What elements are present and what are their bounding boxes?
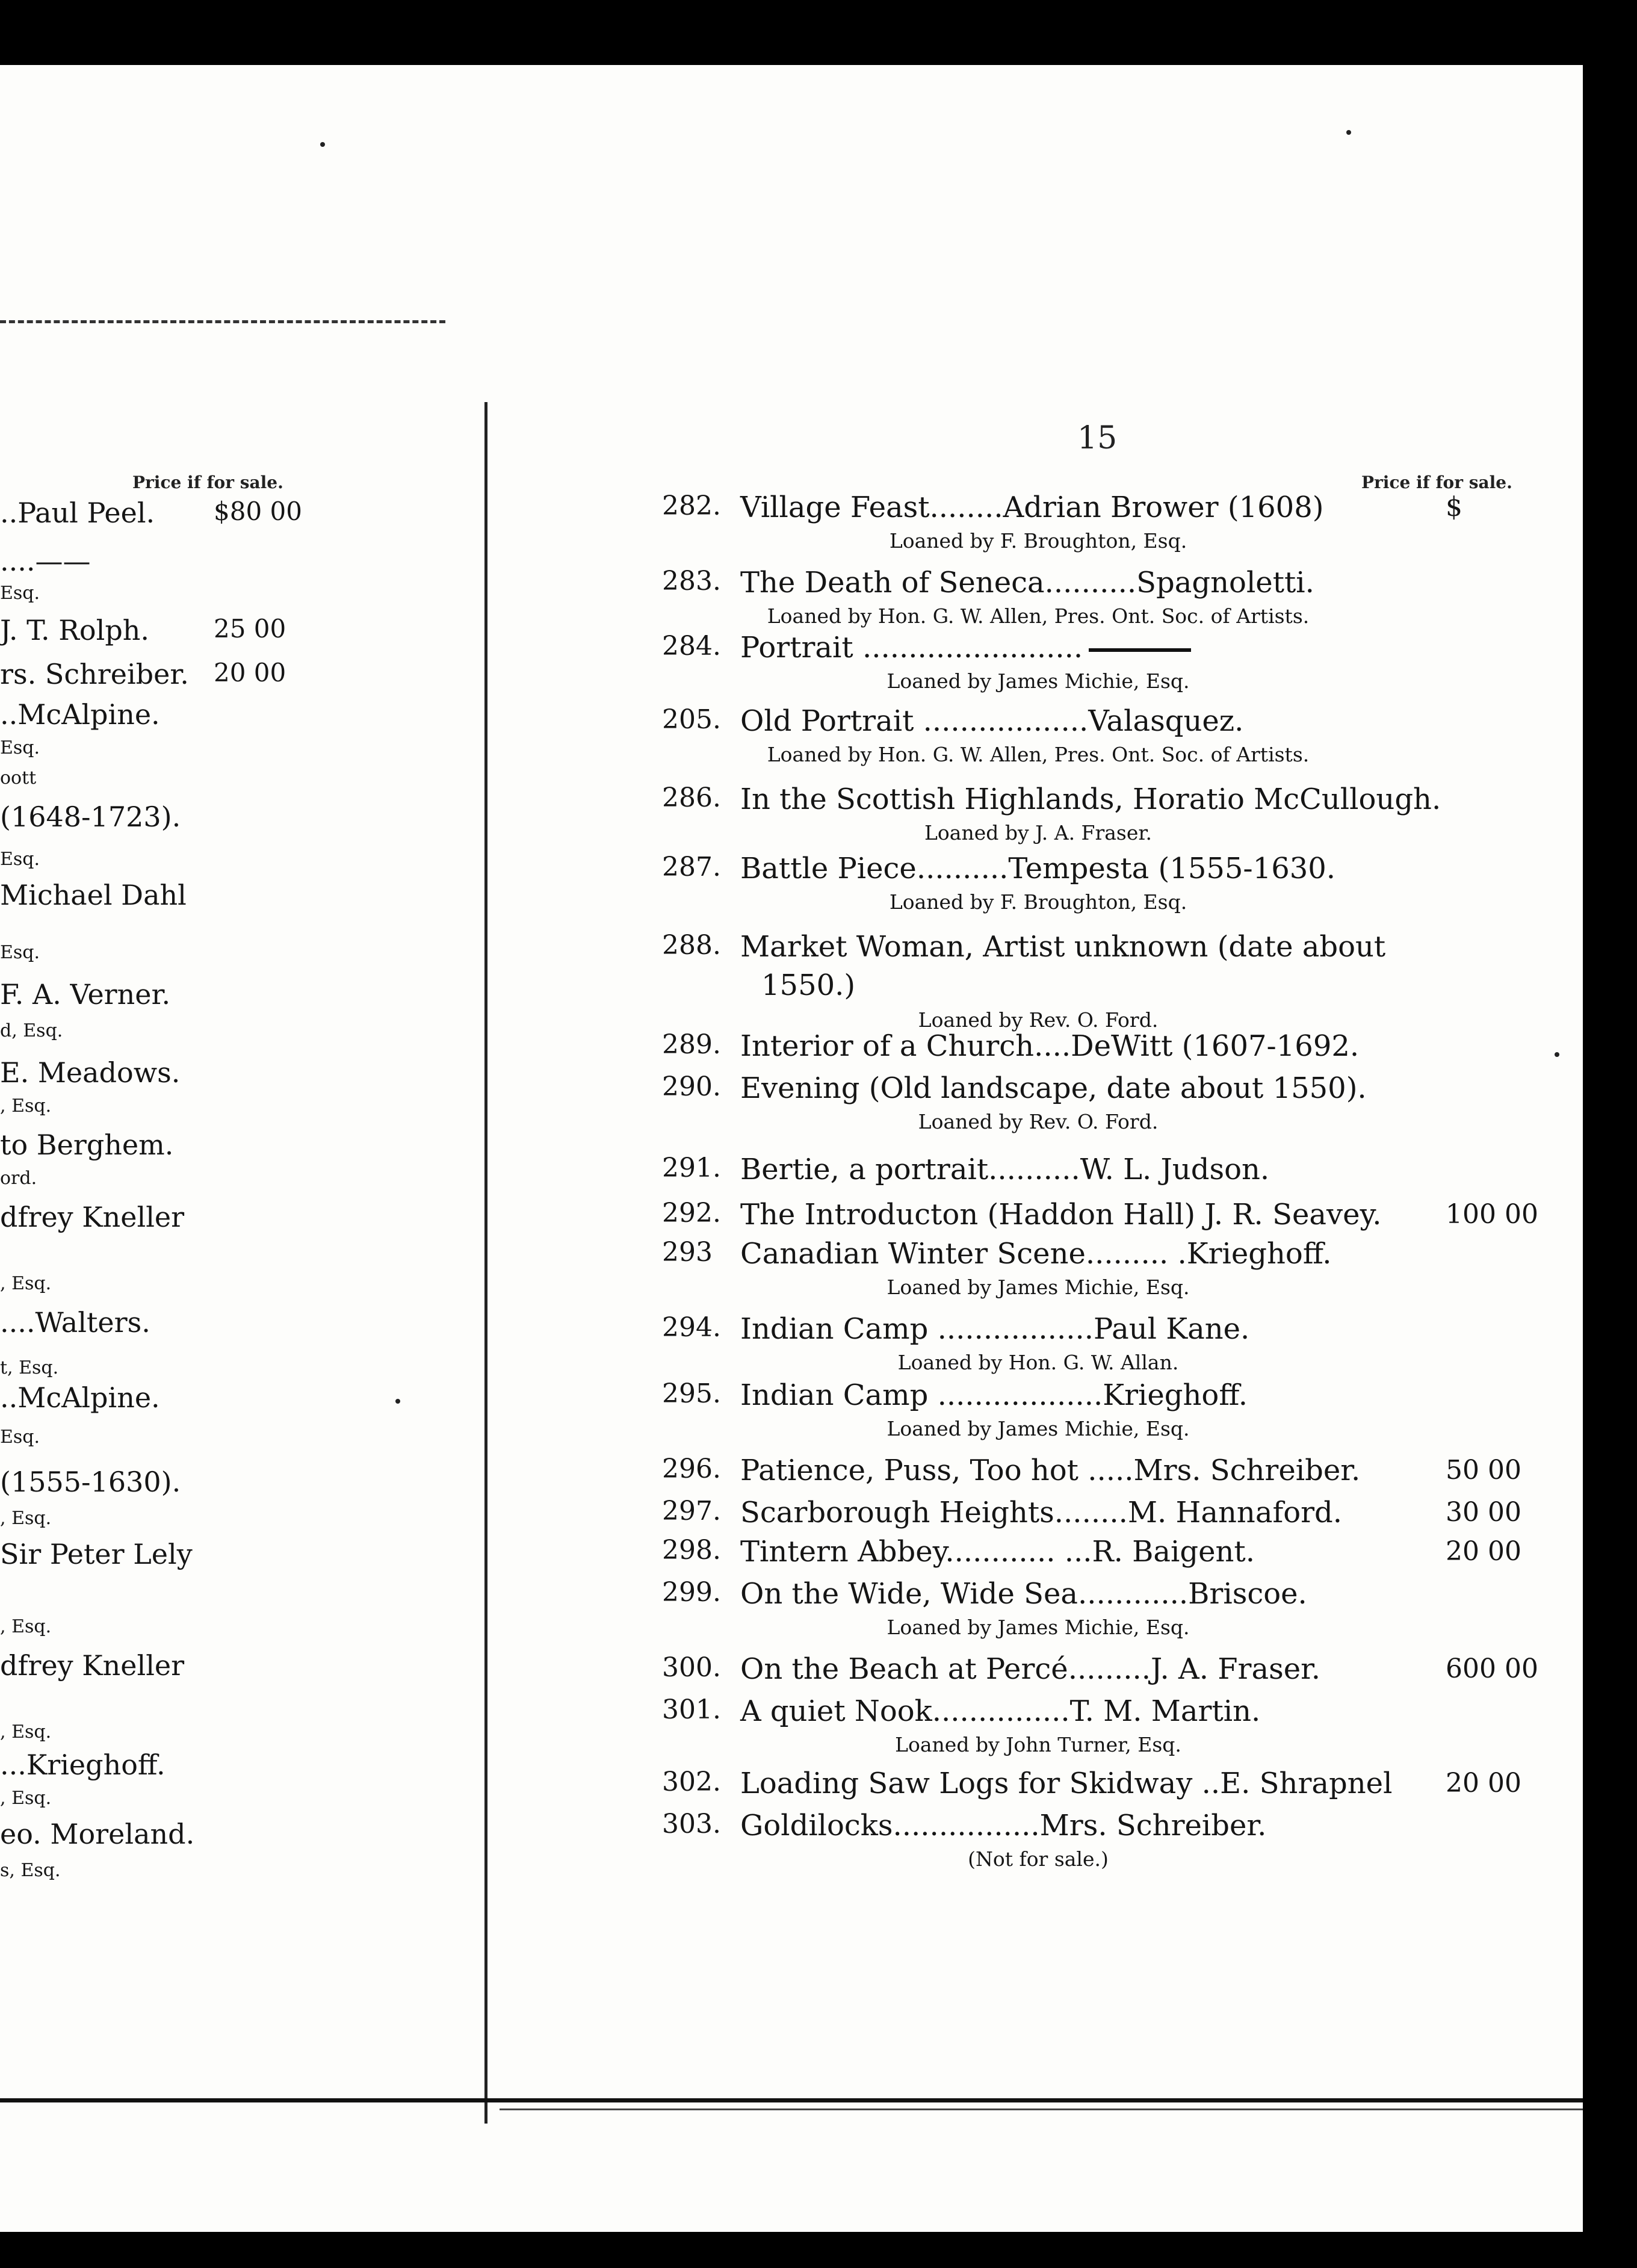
entry-title-text: Market Woman, Artist unknown (date about [740, 930, 1386, 964]
entry-number: 296. [662, 1454, 721, 1484]
entry-title [740, 1535, 1255, 1569]
entry-title [740, 1071, 1367, 1105]
left-line: F. A. Verner. [0, 978, 171, 1011]
loan-credit: Loaned by James Michie, Esq. [887, 1275, 1190, 1299]
loan-credit: Loaned by Hon. G. W. Allan. [897, 1351, 1179, 1374]
entry-title-text: Patience, Puss, Too hot .....Mrs. Schreiber. [740, 1454, 1361, 1487]
left-line: Esq. [0, 849, 40, 870]
entry-title-text: Indian Camp .................Paul Kane. [740, 1312, 1250, 1346]
entry-number: 289. [662, 1029, 721, 1060]
left-line: , Esq. [0, 1616, 52, 1637]
entry-title-text: The Death of Seneca..........Spagnoletti. [740, 566, 1314, 600]
entry-title-text: Indian Camp ..................Krieghoff. [740, 1378, 1248, 1412]
entry-title [740, 1694, 1260, 1728]
loan-credit: Loaned by Hon. G. W. Allen, Pres. Ont. Soc. of Artists. [767, 604, 1310, 628]
entry-title [740, 566, 1314, 600]
left-line: ...Krieghoff. [0, 1749, 166, 1781]
entry-title [740, 1577, 1307, 1611]
entry-price: 30 00 [1446, 1497, 1521, 1528]
speck-mark [1346, 130, 1351, 135]
entry-number: 297. [662, 1496, 721, 1526]
entry-title-text: Tintern Abbey............ ...R. Baigent. [740, 1535, 1255, 1569]
entry-number: 292. [662, 1198, 721, 1228]
left-line: ..McAlpine. [0, 1381, 160, 1414]
entry-title [740, 1153, 1269, 1186]
entry-title-text: On the Beach at Percé.........J. A. Fraser. [740, 1652, 1321, 1686]
entry-title [740, 491, 1323, 524]
entry-number: 282. [662, 491, 721, 521]
loan-credit: Loaned by James Michie, Esq. [887, 1417, 1190, 1440]
entry-title-text: Goldilocks................Mrs. Schreiber. [740, 1809, 1267, 1842]
left-line: s, Esq. [0, 1860, 61, 1881]
left-price: $80 00 [214, 497, 302, 526]
entry-title [740, 1809, 1266, 1842]
left-line: Esq. [0, 1427, 40, 1448]
left-line: Esq. [0, 583, 40, 604]
entry-title-text: Interior of a Church....DeWitt (1607-1692. [740, 1029, 1360, 1063]
speck-mark [1555, 1052, 1559, 1057]
speck-mark [320, 142, 325, 147]
entry-price: 20 00 [1446, 1768, 1521, 1799]
entry-title-text: Scarborough Heights........M. Hannaford. [740, 1496, 1343, 1529]
left-line: ..Paul Peel. [0, 497, 155, 529]
entry-title-text: Evening (Old landscape, date about 1550). [740, 1071, 1367, 1105]
entry-title [740, 1454, 1360, 1487]
left-line: , Esq. [0, 1095, 52, 1117]
left-line: Esq. [0, 942, 40, 963]
entry-number: 288. [662, 930, 721, 961]
left-line: Sir Peter Lely [0, 1538, 193, 1570]
entry-number: 300. [662, 1652, 721, 1683]
entry-number: 293 [662, 1237, 713, 1268]
entry-number: 294. [662, 1312, 721, 1343]
entry-title [740, 1496, 1342, 1529]
entry-title [740, 1029, 1359, 1063]
entry-title-continued: 1550.) [761, 968, 856, 1002]
left-line: Michael Dahl [0, 879, 187, 911]
left-price: 20 00 [214, 658, 286, 687]
loan-credit: Loaned by Hon. G. W. Allen, Pres. Ont. Soc. of Artists. [767, 743, 1310, 766]
entry-number: 287. [662, 852, 721, 882]
entry-title [740, 782, 1441, 816]
loan-credit: Loaned by J. A. Fraser. [924, 821, 1153, 844]
bottom-rule [0, 2098, 1583, 2102]
entry-title-text: A quiet Nook...............T. M. Martin. [740, 1694, 1261, 1728]
left-line: J. T. Rolph. [0, 614, 150, 646]
entry-title [740, 1198, 1382, 1232]
left-line: , Esq. [0, 1508, 52, 1529]
left-line: oott [0, 767, 37, 789]
entry-number: 205. [662, 704, 721, 735]
left-line: t, Esq. [0, 1357, 59, 1378]
left-line: dfrey Kneller [0, 1201, 185, 1233]
left-line: , Esq. [0, 1721, 52, 1743]
left-line: rs. Schreiber. [0, 658, 189, 690]
entry-price: $ [1446, 492, 1462, 522]
left-line: to Berghem. [0, 1129, 174, 1161]
loan-credit: Loaned by Rev. O. Ford. [918, 1008, 1159, 1032]
entry-number: 299. [662, 1577, 721, 1608]
entry-title-text: Canadian Winter Scene......... .Krieghoff. [740, 1237, 1332, 1271]
entry-number: 298. [662, 1535, 721, 1566]
entry-number: 284. [662, 631, 721, 662]
entry-number: 286. [662, 782, 721, 813]
price-header: Price if for sale. [1361, 472, 1512, 492]
catalogue-sheet [0, 65, 1583, 2232]
left-line: ....Walters. [0, 1306, 150, 1339]
left-price: 25 00 [214, 614, 286, 643]
bottom-rule-secondary [500, 2108, 1583, 2110]
entry-title [740, 1652, 1320, 1686]
left-line: dfrey Kneller [0, 1649, 185, 1682]
entry-title [740, 1312, 1249, 1346]
entry-title-text: Village Feast........Adrian Brower (1608) [740, 491, 1324, 524]
left-line: Esq. [0, 737, 40, 758]
entry-title [740, 930, 1385, 964]
entry-title-text: Portrait ........................ [740, 631, 1083, 665]
entry-note: (Not for sale.) [968, 1847, 1109, 1871]
entry-price: 20 00 [1446, 1536, 1521, 1567]
entry-title [740, 1767, 1392, 1800]
entry-number: 302. [662, 1767, 721, 1797]
no-attribution-dash [1089, 648, 1191, 652]
entry-number: 291. [662, 1153, 721, 1183]
entry-title-text: Bertie, a portrait..........W. L. Judson. [740, 1153, 1270, 1186]
scan-edge [1583, 65, 1637, 2232]
left-line: eo. Moreland. [0, 1818, 195, 1850]
left-line: E. Meadows. [0, 1056, 181, 1089]
entry-title [740, 631, 1191, 665]
left-line: (1648-1723). [0, 801, 181, 833]
entry-number: 301. [662, 1694, 721, 1725]
entry-title-text: In the Scottish Highlands, Horatio McCullough. [740, 782, 1441, 816]
left-line: ..McAlpine. [0, 698, 160, 731]
left-page [0, 65, 469, 2232]
entry-title-text: Battle Piece..........Tempesta (1555-1630. [740, 852, 1336, 885]
left-line: d, Esq. [0, 1020, 63, 1041]
entry-title [740, 1237, 1331, 1271]
page-gutter [484, 402, 487, 2124]
entry-title-text: Old Portrait ..................Valasquez. [740, 704, 1244, 738]
loan-credit: Loaned by F. Broughton, Esq. [889, 529, 1187, 553]
entry-number: 283. [662, 566, 721, 596]
entry-title-text: Loading Saw Logs for Skidway ..E. Shrapnel [740, 1767, 1393, 1800]
left-line: ord. [0, 1168, 37, 1189]
loan-credit: Loaned by James Michie, Esq. [887, 1616, 1190, 1639]
entry-price: 50 00 [1446, 1455, 1521, 1486]
entry-title [740, 1378, 1248, 1412]
entry-price: 100 00 [1446, 1199, 1538, 1230]
left-line: , Esq. [0, 1788, 52, 1809]
entry-price: 600 00 [1446, 1653, 1538, 1684]
entry-number: 290. [662, 1071, 721, 1102]
entry-title-text: On the Wide, Wide Sea............Briscoe. [740, 1577, 1307, 1611]
left-price-header: Price if for sale. [132, 472, 283, 492]
loan-credit: Loaned by James Michie, Esq. [887, 669, 1190, 693]
entry-number: 303. [662, 1809, 721, 1839]
speck-mark [395, 1399, 400, 1404]
left-line: , Esq. [0, 1273, 52, 1294]
page-number: 15 [1077, 420, 1118, 456]
entry-title [740, 852, 1335, 885]
loan-credit: Loaned by John Turner, Esq. [895, 1733, 1181, 1756]
loan-credit: Loaned by F. Broughton, Esq. [889, 890, 1187, 914]
left-line: (1555-1630). [0, 1466, 181, 1498]
loan-credit: Loaned by Rev. O. Ford. [918, 1110, 1159, 1133]
left-page-rule [0, 320, 445, 323]
entry-number: 295. [662, 1378, 721, 1409]
entry-title-text: The Introducton (Haddon Hall) J. R. Seavey. [740, 1198, 1382, 1232]
left-line: ....—— [0, 545, 91, 577]
entry-title [740, 704, 1243, 738]
